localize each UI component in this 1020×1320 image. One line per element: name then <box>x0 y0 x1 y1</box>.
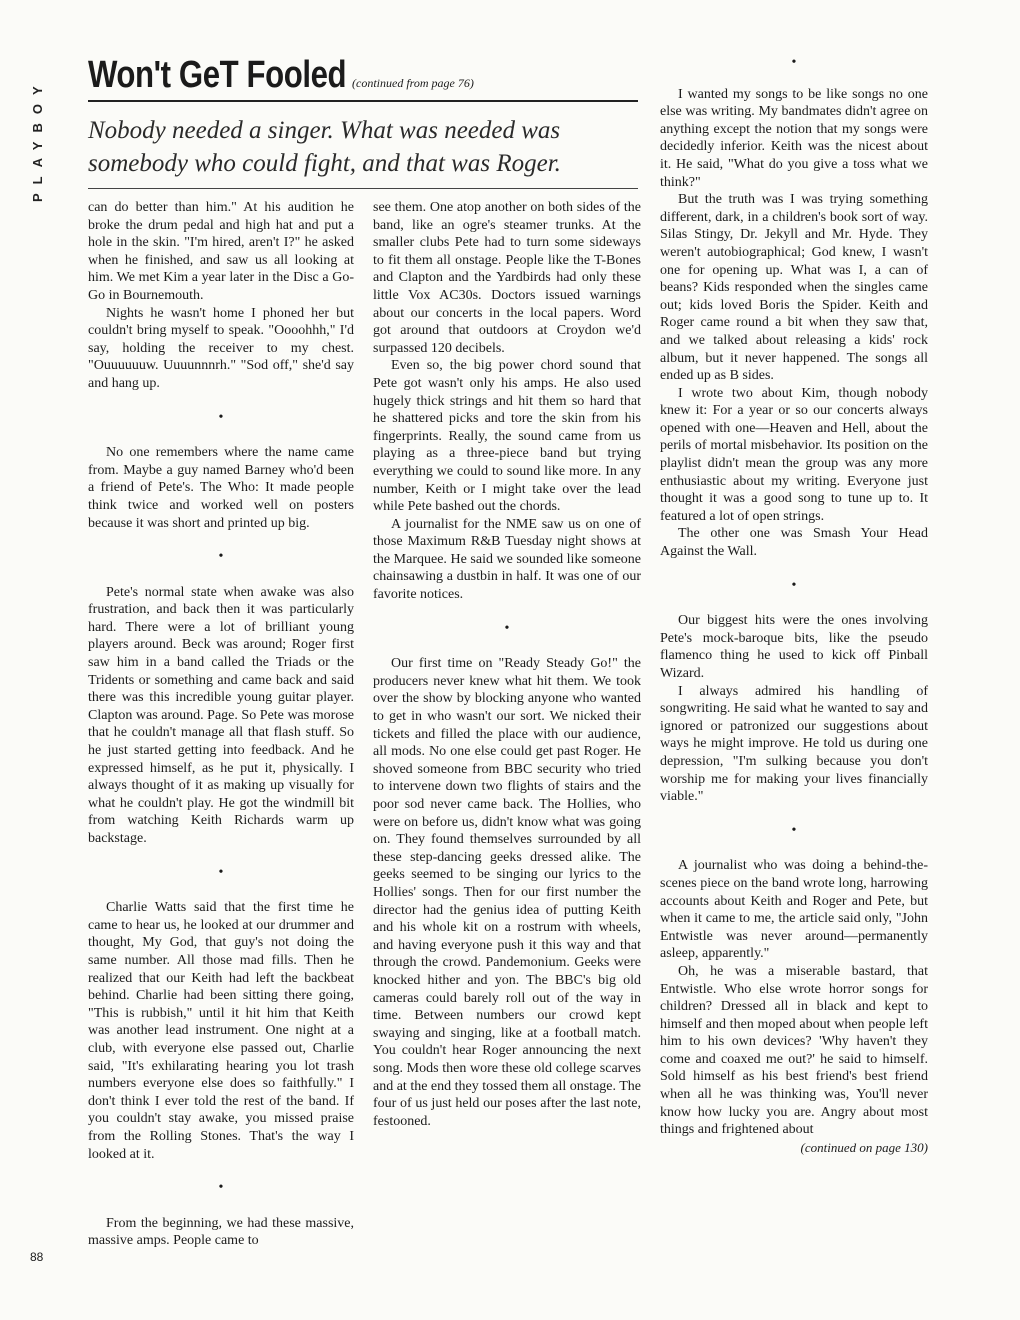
section-separator: • <box>218 549 224 565</box>
paragraph: see them. One atop another on both sides of the band, like an ogre's steamer trunks. At the smaller clubs Pete had to turn some sideways to fit them all onstage. People like the T-Bones and Clapton and the Yardbirds had only these little Vox AC30s. Doctors issued warnings about our concerts in the local papers. Word got around that outdoors at Croydon we'd surpassed 120 decibels. <box>373 200 641 356</box>
paragraph: I wrote two about Kim, though nobody knew it: For a year or so our concerts always opened with one—Heaven and Hell, about the perils of mortal misbehavior. Its position on the playlist didn't mean the group was any more enthusiastic about my writing. Everyone just thought it was a good song to tune up to. It featured a lot of open strings. <box>660 385 928 524</box>
paragraph: Our biggest hits were the ones involving Pete's mock-baroque bits, like the pseudo flamenco thing he used to kick off Pinball Wizard. <box>660 613 928 681</box>
section-separator: • <box>791 577 797 593</box>
continued-from: (continued from page 76) <box>352 76 474 90</box>
magazine-name: PLAYBOY <box>30 77 45 203</box>
paragraph: But the truth was I was trying something different, dark, in a children's book sort of way. Silas Stingy, Dr. Jekyll and Mr. Hyde. They weren't autobiographical; God knew, I wasn't one for opening up. What was I, a can of beans? Kids responded when the singles came out; kids loved Boris the Spider. Keith and Roger came round a bit when they saw that, and we talked about releasing a kids' rock album, but it never happened. The songs all ended up as B sides. <box>660 192 928 384</box>
deck-rule <box>88 188 638 189</box>
paragraph: I wanted my songs to be like songs no one else was writing. My bandmates didn't agree on anything except the notion that my songs were decidedly inferior. Keith was the nicest about it. He said, "What do you give a toss what we think?" <box>660 86 928 190</box>
section-separator: • <box>218 409 224 425</box>
column-3 <box>660 54 928 1156</box>
paragraph: The other one was Smash Your Head Against the Wall. <box>660 526 928 560</box>
section-separator: • <box>218 1180 224 1196</box>
title-rule <box>88 100 638 102</box>
paragraph: can do better than him." At his audition he broke the drum pedal and high hat and put a hole in the skin. "I'm hired, aren't I?" he asked when he finished, and saw us all looking at him. We met Kim a year later in the Disc a Go-Go in Bournemouth. <box>88 200 354 303</box>
paragraph: A journalist who was doing a behind-the-scenes piece on the band wrote long, harrowing accounts about Keith and Roger and Pete, but when it came to me, the article said only, "John Entwistle was never around—permanently asleep, apparently." <box>660 858 928 962</box>
paragraph: Our first time on "Ready Steady Go!" the producers never knew what hit them. We took over the show by blocking anyone who wanted to get in who wasn't our sort. We nicked their tickets and filled the place with our audience, all mods. No one else could get past Roger. He shoved someone from BBC security who tried to intervene down two flights of stairs and the poor sod never came back. The Hollies, who were on before us, didn't know what was going on. They found themselves surrounded by all these step-dancing geeks dressed alike. The geeks seemed to be singing our lyrics to the Hollies' songs. Then for our first number the director had the genius idea of putting Keith and his whole kit on a rostrum with wheels, and having everyone push it this way and that through the crowd. Pandemonium. Geeks were knocked hither and yon. The BBC's big old cameras could barely roll out of the way in time. Between numbers our crowd kept swaying and singing, like at a football match. You couldn't hear Roger announcing the next song. Mods then wore these old college scarves and at the end they tossed them all onstage. The four of us just held our poses after the last note, festooned. <box>373 656 642 1129</box>
continued-to: (continued on page 130) <box>800 1139 928 1155</box>
deck: Nobody needed a singer. What was needed was somebody who could fight, and that was Roger. <box>88 117 561 177</box>
paragraph: Even so, the big power chord sound that Pete got wasn't only his amps. He also used hugely thick strings and hit them so hard that he shattered picks and tore the skin from his fingerprints. Really, the sound came from us playing as a three-piece band but trying everything we could to sound like more. In any number, Keith or I might take over the lead while Pete bashed out the chords. <box>373 358 641 515</box>
page-number: 88 <box>30 1250 44 1264</box>
column-1 <box>88 199 354 1250</box>
section-separator: • <box>791 822 797 838</box>
column-2 <box>373 199 641 1130</box>
section-separator: • <box>218 864 224 880</box>
article-title: Won't GeT Fooled <box>88 54 347 96</box>
paragraph: Nights he wasn't home I phoned her but couldn't bring myself to speak. "Oooohhh," I'd say, holding the receiver to my chest. "Ouuuuuuw. Uuuunnnrh." "Sod off," she'd say and hang up. <box>88 305 354 391</box>
section-separator: • <box>504 620 510 636</box>
section-separator: • <box>791 55 797 70</box>
paragraph: A journalist for the NME saw us on one of those Maximum R&B Tuesday night shows at the Marquee. He said we sounded like someone chainsawing a dustbin in half. It was one of our favorite notices. <box>373 516 641 603</box>
paragraph: Oh, he was a miserable bastard, that Entwistle. Who else wrote horror songs for children? Dressed all in black and kept to himself and then moped about when people left him to his own devices? 'Why haven't they come and coaxed me out?' he said to himself. Sold himself as his best friend's best friend when all he was thinking was, You'll never know how lucky you are. Angry about most things and frightened about <box>660 963 928 1138</box>
paragraph: No one remembers where the name came from. Maybe a guy named Barney who'd been a friend of Pete's. The Who: It made people think twice and worked well on posters because it was short and printed up big. <box>88 445 354 531</box>
paragraph: I always admired his handling of songwriting. He said what he wanted to say and ignored or patronized our suggestions about ways he might improve. He told us during one depression, "I'm sulking because you don't worship me for making your lives financially viable." <box>660 683 928 805</box>
paragraph: From the beginning, we had these massive, massive amps. People came to <box>88 1215 354 1249</box>
paragraph: Pete's normal state when awake was also frustration, and back then it was particularly hard. There were a lot of brilliant young players around. Beck was around; Roger first saw him in a band called the Triads or the Tridents or something and came back and said there was this incredible young guitar player. Clapton was around. Page. So Pete was morose that he couldn't manage all that flash stuff. So he just started getting into feedback. And he expressed himself, as he put it, physically. I always thought of it as making up visually for what he couldn't play. He got the windmill bit from watching Keith Richards warm up backstage. <box>88 584 354 846</box>
paragraph: Charlie Watts said that the first time he came to hear us, he looked at our drummer and thought, My God, that guy's not doing the same number. All those mad fills. Then he realized that our Keith had left the backbeat behind. Charlie had been sitting there going, "This is rubbish," until it hit him that Keith was another lead instrument. One night at a club, with everyone else passed out, Charlie said, "It's exhilarating hearing you lot trash numbers everyone else does so faithfully." I don't think I ever told the rest of the band. If you couldn't stay awake, you missed praise from the Rolling Stones. That's the way I looked at it. <box>88 900 354 1162</box>
